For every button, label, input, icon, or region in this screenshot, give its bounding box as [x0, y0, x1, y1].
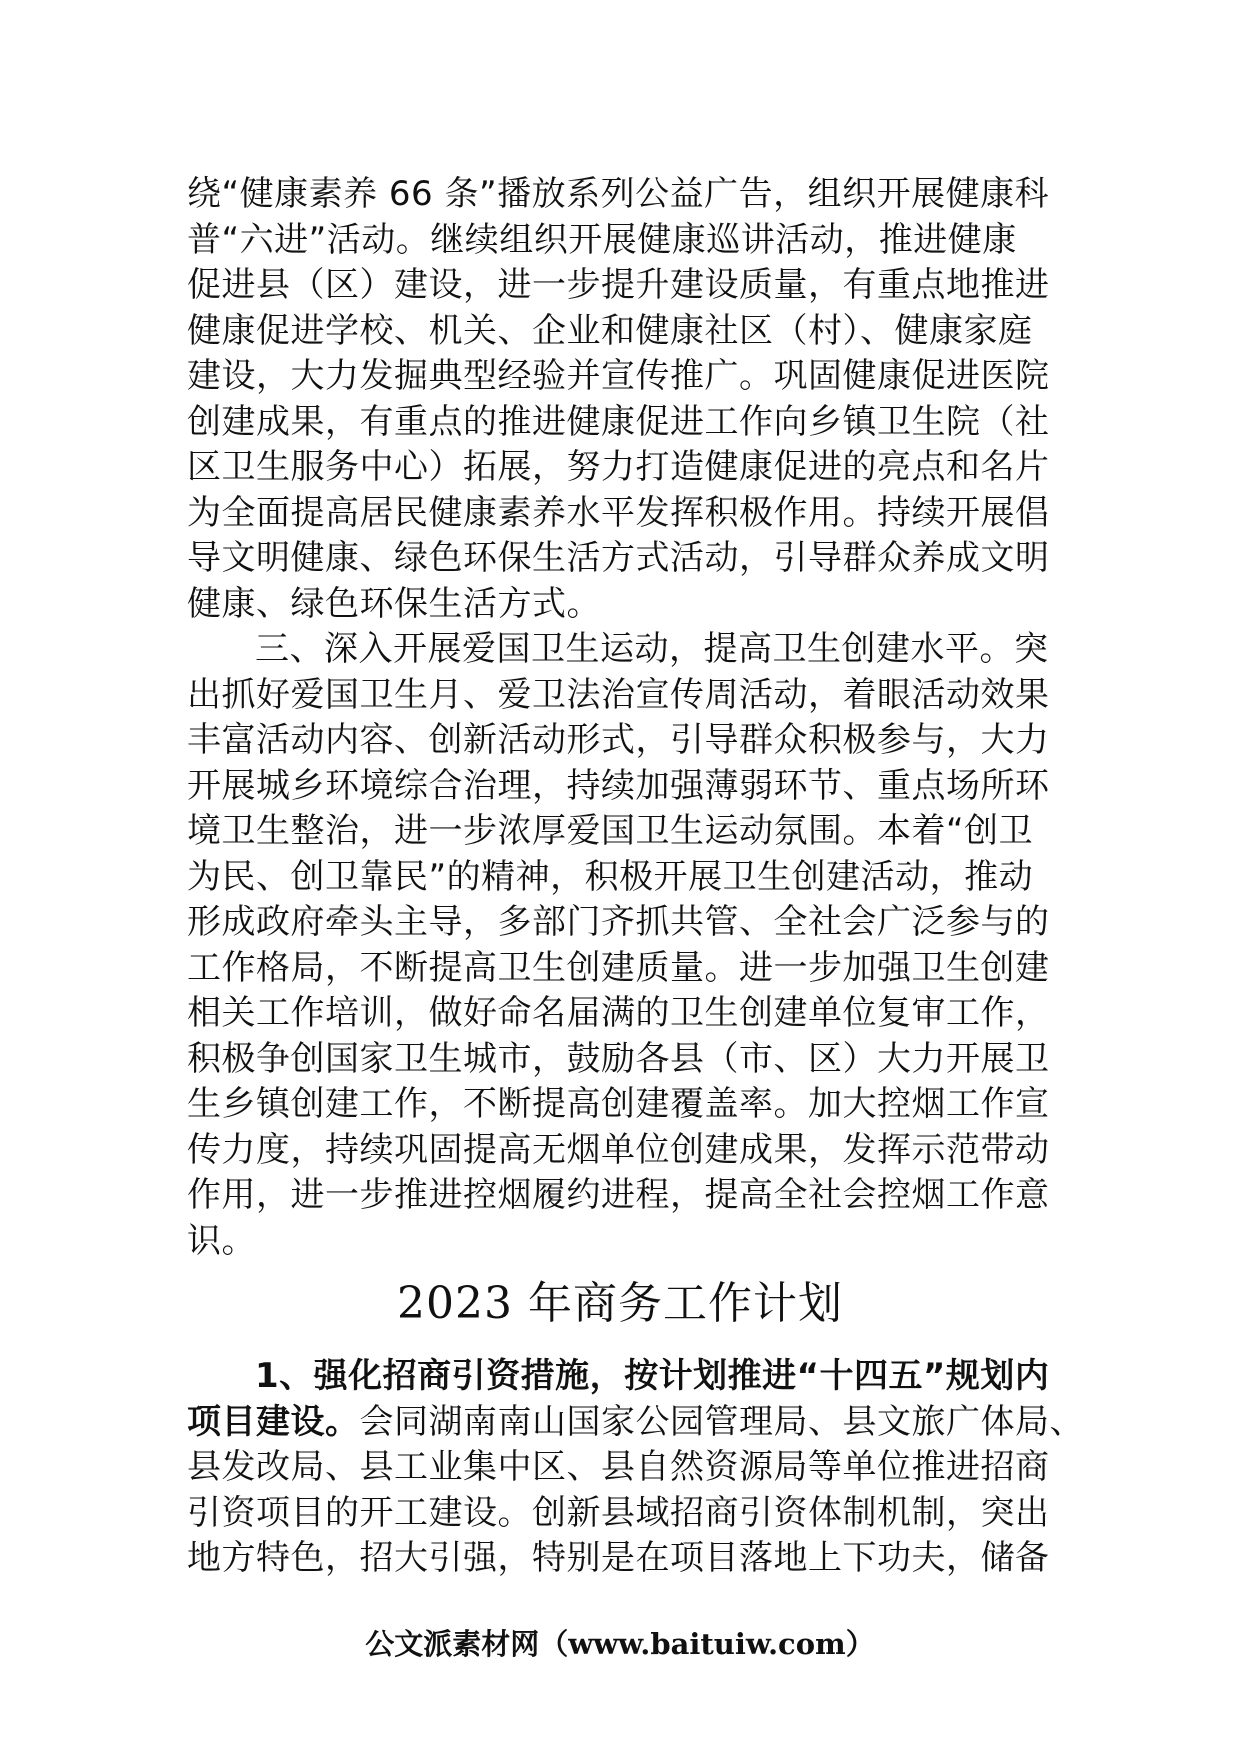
text-line: 为全面提高居民健康素养水平发挥积极作用。持续开展倡: [187, 492, 1050, 533]
text-line: 作用，进一步推进控烟履约进程，提高全社会控烟工作意: [187, 1175, 1050, 1215]
text-line: 健康、绿色环保生活方式。: [187, 583, 601, 624]
text-line: 为民、创卫靠民”的精神，积极开展卫生创建活动，推动: [187, 856, 1034, 897]
section-heading: 2023 年商务工作计划: [397, 1278, 843, 1329]
line-rest: 会同湖南南山国家公园管理局、县文旅广体局、: [359, 1401, 1084, 1442]
text-line: 识。: [187, 1220, 256, 1261]
text-line: 绕“健康素养 66 条”播放系列公益广告，组织开展健康科: [187, 174, 1050, 214]
text-line: 创建成果，有重点的推进健康促进工作向乡镇卫生院（社: [187, 401, 1050, 442]
footer-watermark: 公文派素材网（www.baituiw.com）: [365, 1627, 875, 1661]
text-line: 地方特色，招大引强，特别是在项目落地上下功夫，储备: [187, 1538, 1050, 1578]
bold-heading-line: 1、强化招商引资措施，按计划推进“十四五”规划内: [255, 1356, 1050, 1396]
text-line: 三、深入开展爱国卫生运动，提高卫生创建水平。突: [255, 629, 1049, 669]
text-line: 积极争创国家卫生城市，鼓励各县（市、区）大力开展卫: [187, 1038, 1050, 1079]
text-line: 生乡镇创建工作，不断提高创建覆盖率。加大控烟工作宣: [187, 1084, 1050, 1124]
text-line: 县发改局、县工业集中区、县自然资源局等单位推进招商: [187, 1447, 1050, 1487]
text-line: 健康促进学校、机关、企业和健康社区（村）、健康家庭: [187, 310, 1033, 351]
text-line: 导文明健康、绿色环保生活方式活动，引导群众养成文明: [187, 538, 1050, 578]
text-line: 区卫生服务中心）拓展，努力打造健康促进的亮点和名片: [187, 447, 1050, 487]
body-text: [187, 172, 1067, 1264]
text-line: 普“六进”活动。继续组织开展健康巡讲活动，推进健康: [187, 219, 1017, 260]
text-line: 引资项目的开工建设。创新县域招商引资体制机制，突出: [187, 1492, 1050, 1533]
text-line: [187, 1400, 1087, 1446]
text-line: 形成政府牵头主导，多部门齐抓共管、全社会广泛参与的: [187, 902, 1050, 942]
text-line: 建设，大力发掘典型经验并宣传推广。巩固健康促进医院: [187, 356, 1050, 396]
text-line: 开展城乡环境综合治理，持续加强薄弱环节、重点场所环: [187, 765, 1050, 806]
bold-lead: 项目建设。: [187, 1401, 360, 1442]
text-line: 传力度，持续巩固提高无烟单位创建成果，发挥示范带动: [187, 1129, 1050, 1170]
text-line: 促进县（区）建设，进一步提升建设质量，有重点地推进: [187, 265, 1050, 305]
text-line: 境卫生整治，进一步浓厚爱国卫生运动氛围。本着“创卫: [187, 811, 1034, 851]
text-line: 丰富活动内容、创新活动形式，引导群众积极参与，大力: [187, 720, 1050, 760]
section-body: [187, 1354, 1087, 1582]
text-line: 工作格局，不断提高卫生创建质量。进一步加强卫生创建: [187, 947, 1050, 988]
text-line: 相关工作培训，做好命名届满的卫生创建单位复审工作，: [187, 993, 1050, 1033]
text-line: 出抓好爱国卫生月、爱卫法治宣传周活动，着眼活动效果: [187, 674, 1050, 715]
